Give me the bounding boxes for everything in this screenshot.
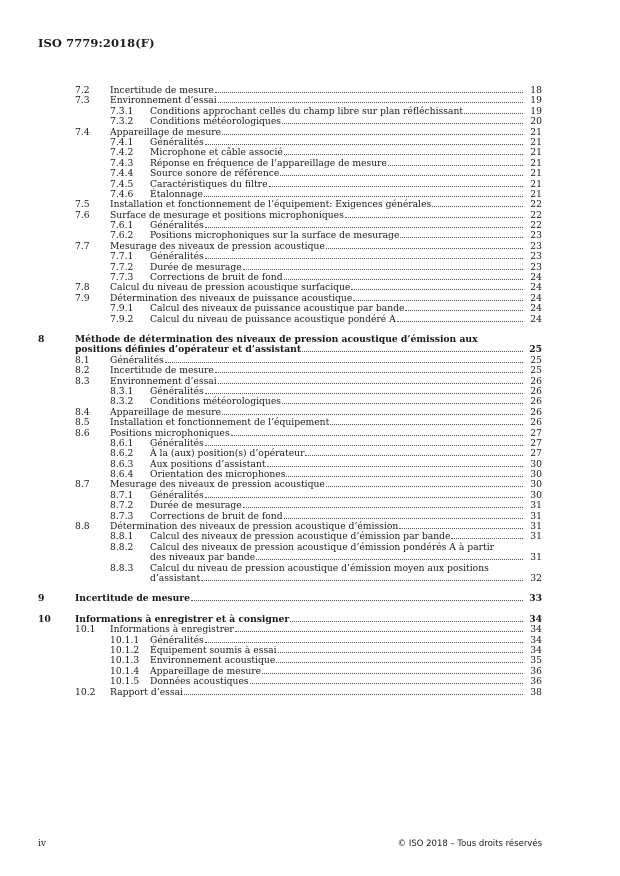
toc-entry[interactable]	[0, 460, 620, 470]
toc-entry-number: 10.1.4	[110, 665, 140, 677]
toc-entry-title-text: Mesurage des niveaux de pression acoustique	[110, 479, 325, 491]
toc-entry-title-text: Conditions météorologiques	[150, 396, 281, 408]
toc-entry-title-text: Généralités	[150, 437, 204, 449]
dot-leader	[399, 528, 523, 529]
toc-entry-page: 24	[530, 313, 542, 325]
toc-entry-page: 21	[530, 178, 542, 190]
toc-entry-title-text: À la (aux) position(s) d’opérateur	[150, 448, 305, 460]
toc-entry-number: 7.6	[75, 209, 90, 221]
toc-entry-number: 7.4	[75, 126, 90, 138]
toc-entry-number: 7.3.1	[110, 105, 134, 117]
toc-entry[interactable]	[0, 418, 620, 428]
dot-leader	[284, 518, 523, 519]
toc-entry[interactable]	[0, 263, 620, 273]
toc-entry-page: 20	[530, 116, 542, 128]
dot-leader	[351, 289, 523, 290]
toc-entry[interactable]	[0, 656, 620, 666]
dot-leader	[345, 217, 523, 218]
dot-leader	[205, 227, 523, 228]
toc-entry-page: 24	[530, 292, 542, 304]
toc-entry-title-text: Corrections de bruit de fond	[150, 510, 283, 522]
toc-entry-page: 25	[530, 365, 542, 377]
toc-entry-number: 8.7.3	[110, 510, 134, 522]
toc-entry-title-text: Données acoustiques	[150, 676, 249, 688]
toc-entry-number: 10.1.3	[110, 655, 140, 667]
dot-leader	[405, 310, 523, 311]
toc-entry-number: 7.4.1	[110, 136, 134, 148]
toc-entry[interactable]	[0, 688, 620, 698]
toc-entry-title-text: Appareillage de mesure	[110, 126, 222, 138]
dot-leader	[218, 102, 523, 103]
toc-entry[interactable]	[0, 439, 620, 449]
dot-leader	[201, 580, 523, 581]
toc-entry-page: 35	[530, 655, 542, 667]
toc-entry-page: 21	[530, 168, 542, 180]
toc-entry-number: 7.4.2	[110, 147, 134, 159]
toc-entry-page: 23	[530, 240, 542, 252]
toc-entry-title-text: Caractéristiques du filtre	[150, 178, 268, 190]
toc-entry-number: 8.1	[75, 354, 90, 366]
toc-entry-number: 7.9	[75, 292, 90, 304]
toc-entry-title-text: Installation et fonctionnement de l’équipement: Exigences générales	[110, 199, 432, 211]
dot-leader	[400, 237, 523, 238]
dot-leader	[290, 621, 523, 622]
dot-leader	[330, 424, 523, 425]
toc-entry-title	[150, 564, 524, 585]
dot-leader	[326, 248, 523, 249]
toc-entry-title-text: Équipement soumis à essai	[150, 644, 277, 656]
toc-entry-number: 7.3	[75, 95, 90, 107]
toc-entry-title-text: Durée de mesurage	[150, 500, 242, 512]
toc-entry-number: 8.7.1	[110, 489, 134, 501]
dot-leader	[184, 694, 523, 695]
toc-entry-page: 34	[530, 624, 542, 636]
toc-entry[interactable]	[0, 667, 620, 677]
toc-entry-page: 27	[530, 437, 542, 449]
toc-entry-title	[150, 677, 524, 687]
toc-entry-page: 27	[530, 448, 542, 460]
dot-leader	[326, 486, 523, 487]
toc-entry-number: 8.7.2	[110, 500, 134, 512]
toc-entry-page: 24	[530, 303, 542, 315]
dot-leader	[286, 476, 523, 477]
dot-leader	[215, 372, 523, 373]
toc-entry[interactable]	[0, 429, 620, 439]
toc-entry-page: 22	[530, 220, 542, 232]
toc-entry-page: 22	[530, 209, 542, 221]
toc-entry[interactable]	[0, 356, 620, 366]
toc-entry-title	[150, 543, 524, 564]
toc-entry-page: 21	[530, 188, 542, 200]
toc-entry-page: 38	[530, 686, 542, 698]
toc-entry-title-text: Calcul des niveaux de puissance acoustique par bande	[150, 303, 405, 315]
toc-entry-number: 7.7.1	[110, 251, 134, 263]
toc-entry[interactable]	[0, 159, 620, 169]
toc-entry-title-text: Appareillage de mesure	[110, 406, 222, 418]
dot-leader	[256, 559, 523, 560]
toc-entry-title-text: Généralités	[150, 385, 204, 397]
toc-entry-page: 30	[530, 458, 542, 470]
toc-entry-title-text: Généralités	[150, 634, 204, 646]
toc-entry[interactable]	[0, 677, 620, 687]
toc-entry-page: 34	[529, 613, 542, 625]
toc-entry-title-text: Rapport d’essai	[110, 686, 183, 698]
toc-entry-number: 7.4.5	[110, 178, 134, 190]
toc-entry-title-line: Calcul des niveaux de pression acoustique d’émission pondérés A à partir	[150, 541, 495, 553]
dot-leader	[269, 186, 523, 187]
toc-entry[interactable]	[0, 128, 620, 138]
dot-leader	[205, 258, 523, 259]
toc-entry[interactable]	[0, 636, 620, 646]
toc-entry-page: 21	[530, 157, 542, 169]
toc-entry[interactable]	[0, 242, 620, 252]
dot-leader	[284, 154, 523, 155]
toc-entry-title-text: Détermination des niveaux de puissance acoustique	[110, 292, 353, 304]
dot-leader	[278, 652, 523, 653]
toc-entry-title	[150, 315, 524, 325]
toc-entry-page: 31	[530, 510, 542, 522]
toc-entry-number: 8.6.2	[110, 448, 134, 460]
toc-entry[interactable]	[0, 169, 620, 179]
toc-entry-page: 19	[530, 95, 542, 107]
toc-entry-number: 8.6	[75, 427, 90, 439]
dot-leader	[222, 134, 523, 135]
toc-entry-number: 7.2	[75, 85, 90, 96]
table-of-contents	[0, 86, 620, 698]
toc-entry-title-text: Aux positions d’assistant	[150, 458, 266, 470]
dot-leader	[267, 466, 523, 467]
toc-entry-number: 7.4.6	[110, 188, 134, 200]
dot-leader	[276, 662, 523, 663]
toc-entry-number: 10.1.1	[110, 634, 140, 646]
page-number: iv	[38, 839, 46, 849]
toc-entry-page: 34	[530, 644, 542, 656]
toc-entry-page: 26	[530, 385, 542, 397]
toc-entry-page: 36	[530, 676, 542, 688]
toc-entry-title-text: Généralités	[150, 220, 204, 232]
toc-entry[interactable]	[0, 646, 620, 656]
toc-entry-page: 31	[530, 521, 542, 533]
toc-entry-number: 8.7	[75, 479, 90, 491]
toc-entry[interactable]	[0, 86, 620, 96]
toc-entry-page: 25	[529, 344, 542, 356]
toc-entry[interactable]	[0, 377, 620, 387]
toc-entry-title-text: Conditions météorologiques	[150, 116, 281, 128]
toc-entry-title-text: Environnement acoustique	[150, 655, 276, 667]
toc-entry-title-text: Incertitude de mesure	[110, 365, 214, 377]
toc-entry-title-text: Positions microphoniques sur la surface de mesurage	[150, 230, 400, 242]
toc-entry-number: 10.2	[75, 686, 96, 698]
dot-leader	[388, 165, 523, 166]
dot-leader	[280, 175, 523, 176]
toc-entry[interactable]	[0, 211, 620, 221]
dot-leader	[205, 144, 523, 145]
dot-leader	[205, 497, 523, 498]
toc-entry-number: 7.8	[75, 282, 90, 294]
toc-entry-number: 7.9.2	[110, 313, 134, 325]
dot-leader	[165, 362, 523, 363]
dot-leader	[432, 206, 523, 207]
toc-entry[interactable]	[0, 594, 620, 604]
document-id-header: ISO 7779:2018(F)	[38, 36, 155, 50]
toc-entry-page: 34	[530, 634, 542, 646]
toc-entry-title	[110, 418, 524, 428]
dot-leader	[222, 414, 523, 415]
dot-leader	[231, 435, 523, 436]
toc-entry-title-text: Calcul des niveaux de pression acoustique d’émission par bande	[150, 531, 451, 543]
toc-entry-title-text: Généralités	[150, 489, 204, 501]
toc-entry-title-text: Conditions approchant celles du champ libre sur plan réfléchissant	[150, 105, 464, 117]
toc-entry-number: 7.4.4	[110, 168, 134, 180]
toc-entry-number: 8.5	[75, 417, 90, 429]
toc-entry-number: 8.3	[75, 375, 90, 387]
dot-leader	[205, 642, 523, 643]
toc-entry-title-text: Réponse en fréquence de l’appareillage de mesure	[150, 157, 387, 169]
toc-entry[interactable]	[0, 138, 620, 148]
dot-leader	[205, 393, 523, 394]
toc-entry-page: 30	[530, 469, 542, 481]
toc-entry-number: 7.3.2	[110, 116, 134, 128]
toc-entry[interactable]	[0, 543, 620, 564]
toc-entry[interactable]	[0, 335, 620, 356]
dot-leader	[284, 279, 523, 280]
toc-entry-page: 22	[530, 199, 542, 211]
toc-entry-page: 26	[530, 417, 542, 429]
toc-entry-title-text: Incertitude de mesure	[110, 85, 214, 96]
toc-entry-number: 7.7	[75, 240, 90, 252]
toc-entry-title-text: Informations à enregistrer	[110, 624, 234, 636]
dot-leader	[235, 631, 523, 632]
toc-entry-page: 21	[530, 136, 542, 148]
toc-entry-page: 23	[530, 261, 542, 273]
toc-entry-number: 7.7.2	[110, 261, 134, 273]
toc-entry-title-text: Mesurage des niveaux de pression acoustique	[110, 240, 325, 252]
toc-entry-page: 21	[530, 126, 542, 138]
dot-leader	[451, 538, 523, 539]
dot-leader	[305, 455, 523, 456]
dot-leader	[215, 92, 523, 93]
toc-entry-title-text: Source sonore de référence	[150, 168, 280, 180]
copyright-notice: © ISO 2018 – Tous droits réservés	[397, 839, 542, 849]
toc-entry-number: 8.2	[75, 365, 90, 377]
toc-entry-number: 10.1.5	[110, 676, 140, 688]
dot-leader	[243, 269, 523, 270]
toc-entry-page: 23	[530, 230, 542, 242]
dot-leader	[397, 321, 523, 322]
toc-entry-number: 7.6.1	[110, 220, 134, 232]
toc-entry-page: 21	[530, 147, 542, 159]
toc-entry-title-text: Positions microphoniques	[110, 427, 230, 439]
toc-entry-title-text: Corrections de bruit de fond	[150, 272, 283, 284]
toc-entry-number: 8.8	[75, 521, 90, 533]
toc-entry-page: 23	[530, 251, 542, 263]
toc-entry-number: 8.3.1	[110, 385, 134, 397]
toc-entry-number: 7.7.3	[110, 272, 134, 284]
toc-entry-title	[75, 594, 524, 604]
toc-entry-title-text: Orientation des microphones	[150, 469, 286, 481]
toc-entry-page: 32	[530, 573, 542, 584]
toc-entry-title-text: Généralités	[150, 251, 204, 263]
toc-entry-number: 10.1.2	[110, 644, 140, 656]
toc-entry-title-text: Surface de mesurage et positions microphoniques	[110, 209, 344, 221]
toc-entry-title-text: Durée de mesurage	[150, 261, 242, 273]
toc-entry-number: 7.6.2	[110, 230, 134, 242]
dot-leader	[205, 445, 523, 446]
dot-leader	[282, 403, 523, 404]
toc-entry-number: 8.6.4	[110, 469, 134, 481]
toc-entry-title-line: Calcul du niveau de pression acoustique d’émission moyen aux positions	[150, 562, 489, 574]
dot-leader	[218, 383, 523, 384]
toc-entry-number: 7.9.1	[110, 303, 134, 315]
toc-entry-title-text: Généralités	[150, 136, 204, 148]
toc-entry-number: 8.8.3	[110, 562, 134, 574]
toc-entry[interactable]	[0, 387, 620, 397]
dot-leader	[250, 683, 523, 684]
toc-entry-title-text: Calcul du niveau de pression acoustique surfacique	[110, 282, 351, 294]
toc-entry-title	[75, 335, 524, 356]
toc-entry-page: 26	[530, 396, 542, 408]
toc-entry-page: 36	[530, 665, 542, 677]
toc-entry-title	[110, 688, 524, 698]
dot-leader	[204, 196, 523, 197]
toc-entry[interactable]	[0, 366, 620, 376]
toc-entry-page: 25	[530, 354, 542, 366]
toc-entry-page: 33	[529, 593, 542, 605]
toc-entry-page: 27	[530, 427, 542, 439]
toc-entry-number: 8.3.2	[110, 396, 134, 408]
toc-entry-page: 30	[530, 479, 542, 491]
toc-entry-number: 7.4.3	[110, 157, 134, 169]
toc-entry-title	[150, 169, 524, 179]
toc-entry-title-text: Environnement d’essai	[110, 95, 217, 107]
toc-entry-number: 8.8.2	[110, 541, 134, 553]
toc-entry[interactable]	[0, 117, 620, 127]
toc-entry-title-text: Généralités	[110, 354, 164, 366]
toc-entry-number: 8.8.1	[110, 531, 134, 543]
toc-entry-number: 10.1	[75, 624, 96, 636]
toc-entry-page: 26	[530, 406, 542, 418]
dot-leader	[302, 351, 523, 352]
toc-entry-page: 31	[530, 500, 542, 512]
toc-entry-number: 10	[38, 613, 51, 625]
dot-leader	[464, 113, 523, 114]
toc-entry-title-line: des niveaux par bande	[150, 552, 256, 564]
toc-entry-title-text: Détermination des niveaux de pression acoustique d’émission	[110, 521, 399, 533]
toc-entry[interactable]	[0, 449, 620, 459]
toc-entry-page: 24	[530, 282, 542, 294]
dot-leader	[353, 300, 523, 301]
toc-entry-title-line: Méthode de détermination des niveaux de pression acoustique d’émission aux	[75, 333, 478, 345]
toc-entry-title-text: Étalonnage	[150, 188, 203, 200]
toc-entry-number: 8	[38, 333, 45, 345]
toc-entry-title-text: Appareillage de mesure	[150, 665, 262, 677]
toc-entry-number: 8.4	[75, 406, 90, 418]
toc-entry[interactable]	[0, 564, 620, 585]
dot-leader	[282, 123, 523, 124]
toc-entry-page: 30	[530, 489, 542, 501]
toc-entry-title-line: positions définies d’opérateur et d’assistant	[75, 344, 302, 356]
toc-entry-page: 18	[530, 85, 542, 96]
toc-entry-page: 31	[530, 531, 542, 543]
toc-entry-page: 31	[530, 552, 542, 564]
dot-leader	[243, 507, 523, 508]
toc-entry[interactable]	[0, 107, 620, 117]
toc-entry[interactable]	[0, 625, 620, 635]
toc-entry-number: 8.6.3	[110, 458, 134, 470]
toc-entry[interactable]	[0, 315, 620, 325]
toc-entry-number: 9	[38, 593, 45, 605]
dot-leader	[262, 673, 523, 674]
toc-entry-page: 19	[530, 105, 542, 117]
toc-entry-title-text: Calcul du niveau de puissance acoustique pondéré A	[150, 313, 396, 325]
toc-entry[interactable]	[0, 491, 620, 501]
toc-entry-number: 8.6.1	[110, 437, 134, 449]
toc-entry[interactable]	[0, 180, 620, 190]
toc-entry-title	[150, 180, 524, 190]
toc-entry[interactable]	[0, 397, 620, 407]
toc-entry[interactable]	[0, 501, 620, 511]
toc-entry-title-text: Microphone et câble associé	[150, 147, 283, 159]
toc-entry-title-text: Informations à enregistrer et à consigner	[75, 613, 290, 625]
toc-entry[interactable]	[0, 480, 620, 490]
toc-entry-title-text: Installation et fonctionnement de l’équipement	[110, 417, 330, 429]
toc-entry-page: 24	[530, 272, 542, 284]
toc-entry-title-text: Incertitude de mesure	[75, 593, 190, 605]
toc-entry-page: 26	[530, 375, 542, 387]
toc-entry-title-line: d’assistant	[150, 573, 201, 585]
toc-entry-title-text: Environnement d’essai	[110, 375, 217, 387]
dot-leader	[191, 600, 523, 601]
toc-entry[interactable]	[0, 252, 620, 262]
toc-entry-number: 7.5	[75, 199, 90, 211]
